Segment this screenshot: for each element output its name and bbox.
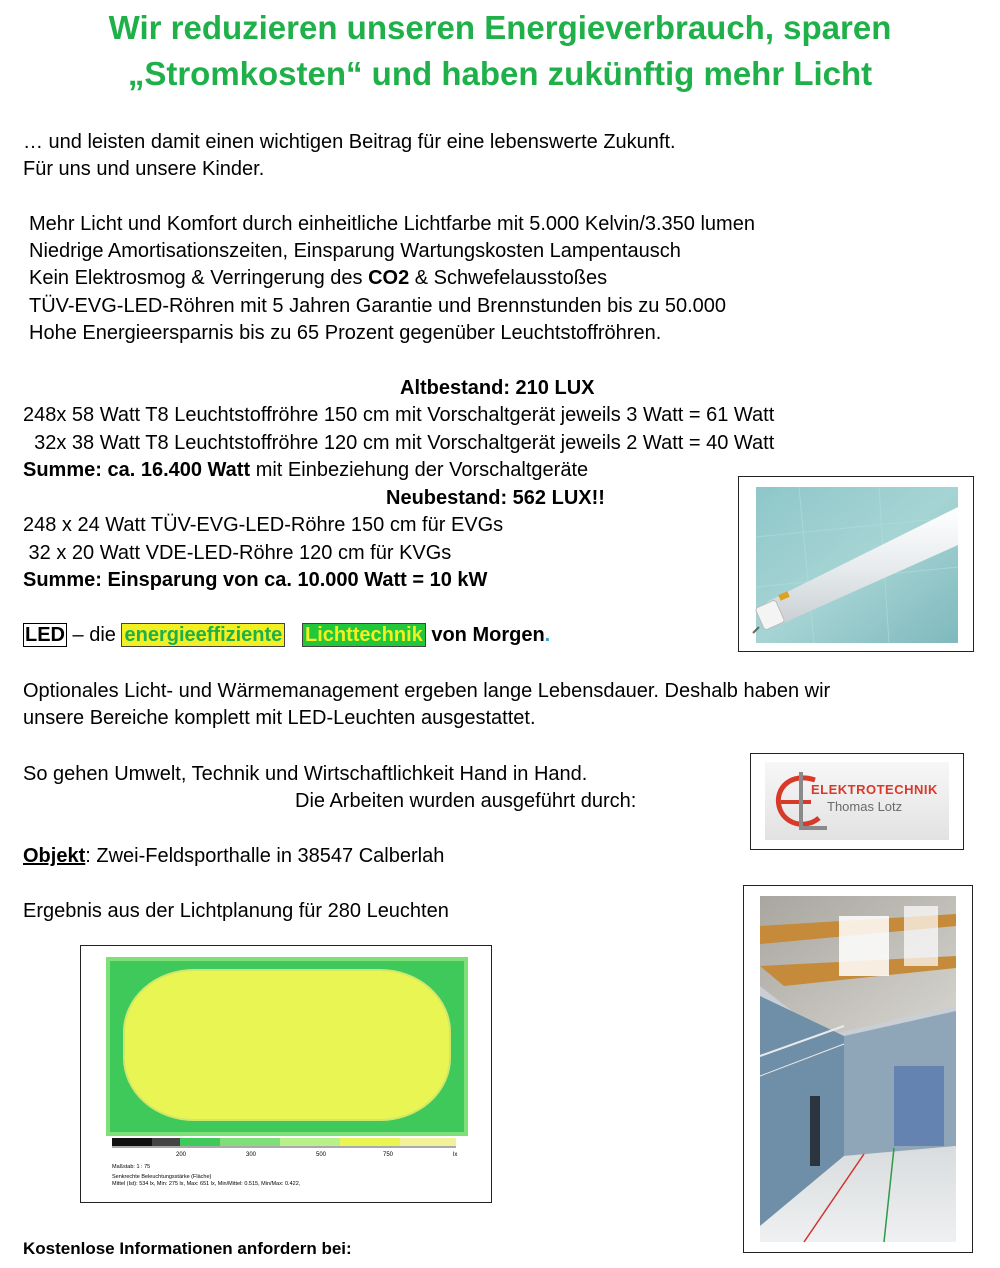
scale-label: lx xyxy=(453,1152,458,1158)
led-dot: . xyxy=(544,624,551,646)
intro-line2: Für uns und unsere Kinder. xyxy=(23,158,265,180)
page-title-line1: Wir reduzieren unseren Energieverbrauch, sparen xyxy=(108,9,892,46)
altbestand-line: 248x 58 Watt T8 Leuchtstoffröhre 150 cm mit Vorschaltgerät jeweils 3 Watt = 61 Watt xyxy=(23,404,775,426)
led-tube-photo-frame xyxy=(738,476,974,652)
scale-label: 300 xyxy=(246,1152,257,1158)
company-logo-frame xyxy=(750,753,964,850)
scale-label: 200 xyxy=(176,1152,187,1158)
logo-line2: Thomas Lotz xyxy=(827,799,903,814)
objekt-label: Objekt xyxy=(23,845,86,867)
benefit-item: TÜV-EVG-LED-Röhren mit 5 Jahren Garantie und Brennstunden bis zu 50.000 xyxy=(29,295,727,317)
objekt-line xyxy=(23,843,444,870)
footer-request-info: Kostenlose Informationen anfordern bei: xyxy=(23,1239,352,1258)
led-tagline xyxy=(23,622,550,649)
logo-el-mark-icon xyxy=(771,768,831,834)
logo-line1: ELEKTROTECHNIK xyxy=(811,782,938,797)
benefit-item: Mehr Licht und Komfort durch einheitliche Lichtfarbe mit 5.000 Kelvin/3.350 lumen xyxy=(29,213,755,235)
management-line1: Optionales Licht- und Wärmemanagement ergeben lange Lebensdauer. Deshalb haben wir xyxy=(23,680,831,702)
co2-label: CO2 xyxy=(368,267,410,289)
lighting-plan-frame xyxy=(80,945,492,1203)
sports-hall-photo-frame xyxy=(743,885,973,1253)
led-label: LED xyxy=(25,624,65,646)
benefit-text: Kein Elektrosmog & Verringerung des xyxy=(29,267,369,289)
plan-caption: Maßstab: 1 : 75 xyxy=(112,1164,151,1170)
benefit-item: Niedrige Amortisationszeiten, Einsparung Wartungskosten Lampentausch xyxy=(29,240,681,262)
scale-label: 750 xyxy=(383,1152,394,1158)
benefit-text: & Schwefelausstoßes xyxy=(409,267,608,289)
led-dash: – die xyxy=(67,624,122,646)
led-tube-photo xyxy=(739,477,973,651)
hand-line2: Die Arbeiten wurden ausgeführt durch: xyxy=(295,790,637,812)
highlight-energieeffiziente: energieeffiziente xyxy=(121,623,285,647)
benefit-item xyxy=(29,265,607,292)
altbestand-heading: Altbestand: 210 LUX xyxy=(400,377,595,399)
page-title-line2: „Stromkosten“ und haben zukünftig mehr Licht xyxy=(127,55,873,92)
neubestand-heading: Neubestand: 562 LUX!! xyxy=(386,487,605,509)
lighting-plan xyxy=(81,946,491,1202)
altbestand-sum-bold: Summe: ca. 16.400 Watt xyxy=(23,459,251,481)
plan-caption: Mittel (Ist): 534 lx, Min: 275 lx, Max: 651 lx, Min/Mittel: 0.515, Min/Max: 0.422, xyxy=(112,1181,301,1187)
scale-label: 500 xyxy=(316,1152,327,1158)
sports-hall-photo xyxy=(744,886,972,1252)
highlight-lichttechnik: Lichttechnik xyxy=(302,623,426,647)
neubestand-line: 248 x 24 Watt TÜV-EVG-LED-Röhre 150 cm für EVGs xyxy=(23,514,504,536)
intro-line1: … und leisten damit einen wichtigen Beitrag für eine lebenswerte Zukunft. xyxy=(23,131,676,153)
company-logo xyxy=(765,762,949,840)
neubestand-line: 32 x 20 Watt VDE-LED-Röhre 120 cm für KVGs xyxy=(23,542,452,564)
altbestand-sum xyxy=(23,457,588,484)
management-line2: unsere Bereiche komplett mit LED-Leuchten ausgestattet. xyxy=(23,707,536,729)
neubestand-sum: Summe: Einsparung von ca. 10.000 Watt = 10 kW xyxy=(23,569,488,591)
benefit-item: Hohe Energieersparnis bis zu 65 Prozent gegenüber Leuchtstoffröhren. xyxy=(29,322,662,344)
led-rest: von Morgen xyxy=(425,624,545,646)
objekt-text: : Zwei-Feldsporthalle in 38547 Calberlah xyxy=(85,845,445,867)
plan-caption: Senkrechte Beleuchtungsstärke (Fläche) xyxy=(112,1174,212,1180)
ergebnis-line: Ergebnis aus der Lichtplanung für 280 Leuchten xyxy=(23,900,449,922)
altbestand-sum-rest: mit Einbeziehung der Vorschaltgeräte xyxy=(250,459,589,481)
hand-line1: So gehen Umwelt, Technik und Wirtschaftlichkeit Hand in Hand. xyxy=(23,763,588,785)
altbestand-line: 32x 38 Watt T8 Leuchtstoffröhre 120 cm mit Vorschaltgerät jeweils 2 Watt = 40 Watt xyxy=(23,432,775,454)
